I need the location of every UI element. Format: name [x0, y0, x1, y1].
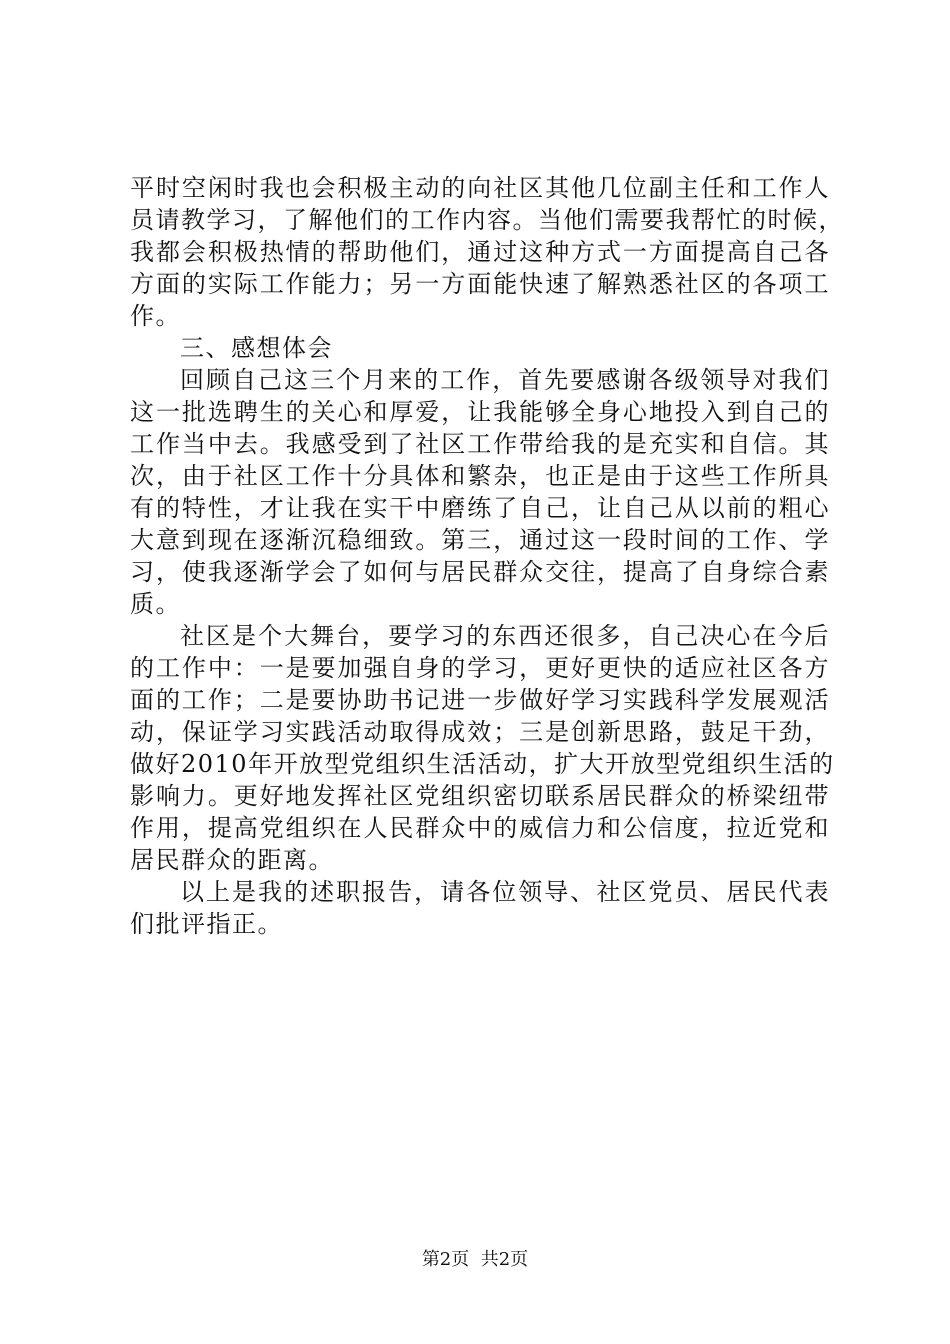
text-line: 们批评指正。: [130, 910, 283, 938]
text-line: 影响力。更好地发挥社区党组织密切联系居民群众的桥梁纽带: [130, 782, 830, 810]
text-line: 作。: [130, 302, 181, 330]
text-line: 以上是我的述职报告，请各位领导、社区党员、居民代表: [180, 878, 830, 906]
text-line: 次，由于社区工作十分具体和繁杂，也正是由于这些工作所具: [130, 462, 830, 490]
page-footer: [0, 1245, 950, 1271]
text-line: 回顾自己这三个月来的工作，首先要感谢各级领导对我们: [180, 366, 830, 394]
text-line: 动，保证学习实践活动取得成效；三是创新思路，鼓足干劲，: [130, 718, 830, 746]
text-line: 习，使我逐渐学会了如何与居民群众交往，提高了自身综合素: [130, 558, 830, 586]
text-line: 居民群众的距离。: [130, 846, 334, 874]
text-line: 工作当中去。我感受到了社区工作带给我的是充实和自信。其: [130, 430, 830, 458]
text-line: 员请教学习，了解他们的工作内容。当他们需要我帮忙的时候，: [130, 206, 844, 234]
text-line: 做好2010年开放型党组织生活活动，扩大开放型党组织生活的: [130, 750, 835, 778]
text-line: 大意到现在逐渐沉稳细致。第三，通过这一段时间的工作、学: [130, 526, 830, 554]
section-heading: 三、感想体会: [180, 334, 333, 362]
text-line: 我都会积极热情的帮助他们，通过这种方式一方面提高自己各: [130, 238, 830, 266]
text-line: 有的特性，才让我在实干中磨练了自己，让自己从以前的粗心: [130, 494, 830, 522]
text-line: 平时空闲时我也会积极主动的向社区其他几位副主任和工作人: [130, 174, 830, 202]
text-line: 的工作中：一是要加强自身的学习，更好更快的适应社区各方: [130, 654, 830, 682]
text-line: 质。: [130, 590, 181, 618]
text-line: 方面的实际工作能力；另一方面能快速了解熟悉社区的各项工: [130, 270, 830, 298]
page-number-label: 第2页 共2页: [421, 1249, 529, 1270]
body-text: [130, 172, 844, 940]
text-line: 作用，提高党组织在人民群众中的威信力和公信度，拉近党和: [130, 814, 830, 842]
text-line: 社区是个大舞台，要学习的东西还很多，自己决心在今后: [180, 622, 830, 650]
text-line: 这一批选聘生的关心和厚爱，让我能够全身心地投入到自己的: [130, 398, 830, 426]
text-line: 面的工作；二是要协助书记进一步做好学习实践科学发展观活: [130, 686, 830, 714]
